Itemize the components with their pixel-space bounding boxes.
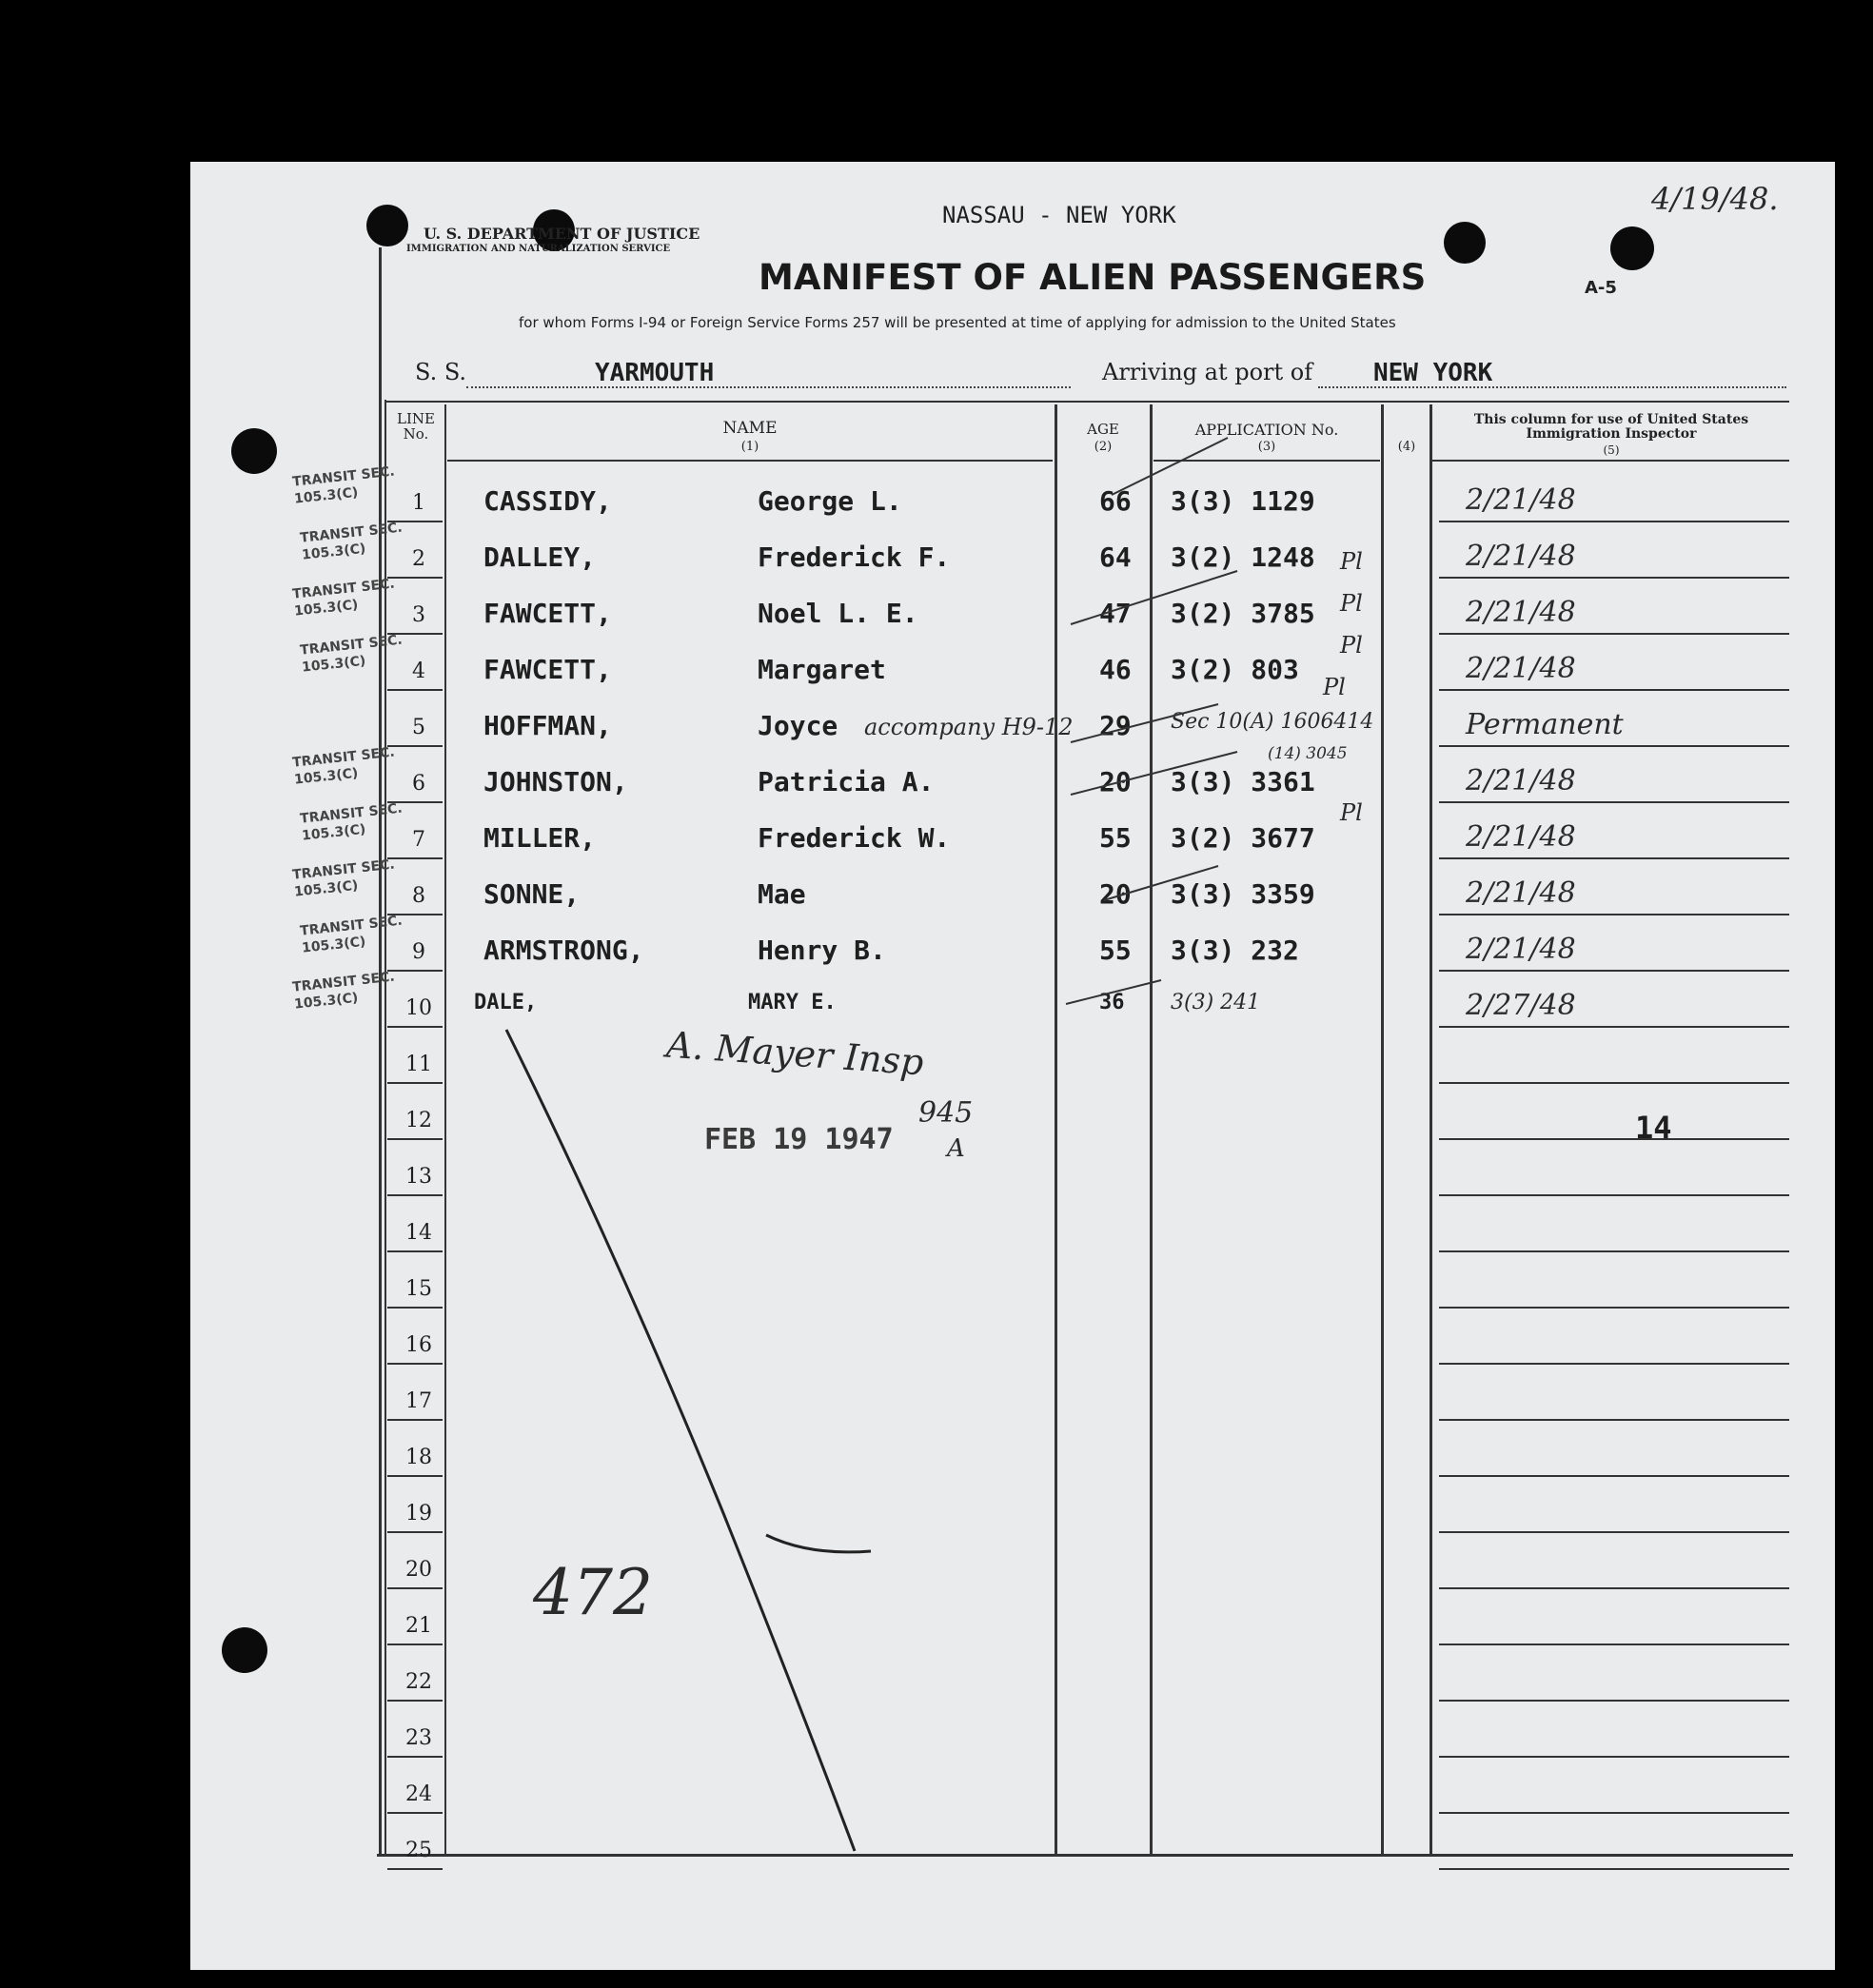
- row-rule: [387, 1700, 443, 1702]
- line-number: 4: [412, 659, 425, 683]
- row-rule: [387, 1250, 443, 1252]
- passenger-surname: CASSIDY,: [483, 485, 612, 517]
- transit-stamp: TRANSIT SEC. 105.3(C): [291, 969, 396, 1013]
- passenger-given-name: Margaret: [758, 654, 886, 685]
- punch-hole: [1444, 222, 1486, 264]
- row-rule: [1439, 1644, 1789, 1645]
- line-number: 14: [405, 1221, 432, 1245]
- passenger-surname: ARMSTRONG,: [483, 935, 644, 966]
- inspector-signature: A. Mayer Insp: [664, 1023, 925, 1084]
- line-number: 12: [405, 1109, 432, 1132]
- row-rule: [387, 689, 443, 691]
- row-rule: [1439, 1475, 1789, 1477]
- row-rule: [1439, 1756, 1789, 1758]
- form-subtitle: for whom Forms I-94 or Foreign Service Forms 257 will be presented at time of applying for admission to the United States: [519, 314, 1396, 331]
- ss-label: S. S.: [415, 359, 467, 385]
- transit-stamp: TRANSIT SEC. 105.3(C): [299, 913, 404, 956]
- stamp-letter: A: [947, 1134, 965, 1163]
- application-number: 3(3) 1129: [1171, 485, 1315, 517]
- line-number: 1: [412, 491, 425, 515]
- row-rule: [1439, 1026, 1789, 1028]
- table-left-border-inner: [384, 400, 386, 1856]
- passenger-surname: FAWCETT,: [483, 654, 612, 685]
- application-number: 3(2) 3677: [1171, 822, 1315, 854]
- inspector-date: 2/21/48: [1466, 933, 1576, 966]
- line-number: 5: [412, 716, 425, 739]
- transit-stamp: TRANSIT SEC. 105.3(C): [299, 520, 404, 563]
- line-number: 13: [405, 1165, 432, 1189]
- row-rule: [1439, 521, 1789, 522]
- row-rule: [387, 1644, 443, 1645]
- passenger-surname: HOFFMAN,: [483, 710, 612, 741]
- application-number: 3(3) 3359: [1171, 878, 1315, 910]
- row-rule: [1439, 745, 1789, 747]
- row-rule: [1439, 1868, 1789, 1870]
- form-title: MANIFEST OF ALIEN PASSENGERS: [759, 257, 1427, 298]
- inspector-date: 2/21/48: [1466, 652, 1576, 685]
- route-heading: NASSAU - NEW YORK: [942, 202, 1176, 228]
- row-rule: [1439, 801, 1789, 803]
- handwritten-number: 472: [533, 1556, 653, 1629]
- manifest-sheet: [190, 162, 1835, 1970]
- table-bottom-border: [377, 1854, 1793, 1857]
- line-number: 19: [405, 1502, 432, 1525]
- passenger-age: 55: [1099, 822, 1132, 854]
- inspector-date: 2/27/48: [1466, 989, 1576, 1022]
- line-col-divider: [444, 404, 446, 1856]
- row-rule: [387, 1138, 443, 1140]
- row-rule: [1439, 914, 1789, 915]
- row-rule: [387, 1812, 443, 1814]
- inspector-col-number: (5): [1603, 443, 1620, 457]
- row-rule: [1439, 857, 1789, 859]
- passenger-surname: DALLEY,: [483, 541, 597, 573]
- passenger-given-name: George L.: [758, 485, 902, 517]
- pl-mark: Pl: [1323, 674, 1346, 700]
- row-rule: [1439, 1419, 1789, 1421]
- ship-name: YARMOUTH: [595, 359, 715, 387]
- receipt-date-stamp: FEB 19 1947: [704, 1123, 894, 1156]
- passenger-given-name: Noel L. E.: [758, 598, 918, 629]
- passenger-given-name: Frederick W.: [758, 822, 951, 854]
- row-rule: [1439, 970, 1789, 972]
- row-rule: [1439, 1250, 1789, 1252]
- transit-stamp: TRANSIT SEC. 105.3(C): [291, 576, 396, 620]
- port-label: Arriving at port of: [1102, 359, 1313, 385]
- row-rule: [1439, 1531, 1789, 1533]
- row-rule: [1439, 689, 1789, 691]
- inspector-date: 2/21/48: [1466, 820, 1576, 854]
- line-number: 15: [405, 1277, 432, 1301]
- punch-hole: [231, 428, 277, 474]
- col4-divider: [1429, 404, 1432, 1856]
- passenger-age: 29: [1099, 710, 1132, 741]
- punch-hole: [1610, 226, 1654, 270]
- name-col-number: (1): [740, 440, 759, 454]
- line-number: 7: [412, 828, 425, 852]
- dash-stroke: [766, 1535, 871, 1552]
- pl-mark: Pl: [1340, 590, 1363, 617]
- application-number: 3(2) 803: [1171, 654, 1299, 685]
- passenger-given-name: Patricia A.: [758, 766, 935, 797]
- row-rule: [1439, 633, 1789, 635]
- transit-stamp: TRANSIT SEC. 105.3(C): [291, 856, 396, 900]
- hoffman-app-extra: (14) 3045: [1268, 744, 1348, 763]
- row-rule: [387, 1026, 443, 1028]
- row-rule: [1439, 1138, 1789, 1140]
- row-rule: [387, 1756, 443, 1758]
- row-rule: [1439, 1082, 1789, 1084]
- passenger-given-name: Frederick F.: [758, 541, 951, 573]
- passenger-age: 64: [1099, 541, 1132, 573]
- stamp-number: 945: [918, 1096, 974, 1130]
- transit-stamp: TRANSIT SEC. 105.3(C): [291, 463, 396, 507]
- line-number: 17: [405, 1389, 432, 1413]
- passenger-surname: DALE,: [474, 991, 538, 1014]
- application-heading: APPLICATION No.: [1194, 421, 1339, 439]
- passenger-surname: SONNE,: [483, 878, 581, 910]
- port-underline: [1318, 386, 1786, 389]
- application-number: 3(3) 241: [1171, 991, 1261, 1014]
- row-rule: [1439, 1587, 1789, 1589]
- inspector-date: Permanent: [1466, 708, 1624, 741]
- application-col-number: (3): [1257, 440, 1276, 454]
- line-number: 11: [405, 1053, 432, 1076]
- row-rule: [387, 1475, 443, 1477]
- passenger-given-name: Joyce: [758, 710, 838, 741]
- port-name: NEW YORK: [1373, 359, 1493, 387]
- passenger-surname: JOHNSTON,: [483, 766, 628, 797]
- passenger-age: 36: [1099, 991, 1125, 1014]
- passenger-age: 66: [1099, 485, 1132, 517]
- row-rule: [1439, 1363, 1789, 1365]
- ship-underline: [466, 386, 1071, 389]
- passenger-age: 20: [1099, 766, 1132, 797]
- inspector-date: 2/21/48: [1466, 483, 1576, 517]
- application-number: 3(2) 1248: [1171, 541, 1315, 573]
- application-number: 3(3) 3361: [1171, 766, 1315, 797]
- inspector-heading: This column for use of United States Immigration Inspector: [1473, 412, 1749, 442]
- age-heading: AGE: [1087, 421, 1119, 438]
- transit-stamp: TRANSIT SEC. 105.3(C): [299, 632, 404, 676]
- line-number: 25: [405, 1839, 432, 1862]
- passenger-given-name: MARY E.: [748, 991, 837, 1014]
- age-col-number: (2): [1094, 440, 1113, 454]
- application-number: 3(3) 232: [1171, 935, 1299, 966]
- age-col-divider: [1150, 404, 1153, 1856]
- passenger-given-name: Henry B.: [758, 935, 886, 966]
- punch-hole: [222, 1627, 267, 1673]
- line-number: 2: [412, 547, 425, 571]
- inspector-date: 2/21/48: [1466, 876, 1576, 910]
- col4-number: (4): [1397, 440, 1416, 454]
- row-rule: [1439, 1700, 1789, 1702]
- line-number: 6: [412, 772, 425, 796]
- page-number: 14: [1635, 1110, 1672, 1146]
- passenger-age: 46: [1099, 654, 1132, 685]
- row-rule: [387, 1419, 443, 1421]
- row-rule: [387, 1194, 443, 1196]
- passenger-age: 47: [1099, 598, 1132, 629]
- passenger-age: 20: [1099, 878, 1132, 910]
- corner-date: 4/19/48.: [1651, 181, 1779, 217]
- pl-mark: Pl: [1340, 799, 1363, 826]
- application-number: Sec 10(A) 1606414: [1171, 710, 1374, 734]
- row-rule: [387, 1587, 443, 1589]
- passenger-surname: MILLER,: [483, 822, 597, 854]
- department-subname: IMMIGRATION AND NATURALIZATION SERVICE: [406, 244, 671, 254]
- app-col-divider: [1381, 404, 1384, 1856]
- inspector-date: 2/21/48: [1466, 764, 1576, 797]
- inspector-date: 2/21/48: [1466, 540, 1576, 573]
- row-rule: [387, 1307, 443, 1309]
- punch-hole: [366, 205, 408, 246]
- pl-mark: Pl: [1340, 632, 1363, 659]
- header-bottom-line: [447, 460, 1053, 462]
- line-number: 24: [405, 1782, 432, 1806]
- line-number: 8: [412, 884, 425, 908]
- line-number: 21: [405, 1614, 432, 1638]
- row-rule: [387, 1531, 443, 1533]
- line-no-heading: LINE No.: [397, 410, 435, 443]
- row-rule: [387, 1363, 443, 1365]
- passenger-age: 55: [1099, 935, 1132, 966]
- form-code: A-5: [1585, 278, 1617, 298]
- pl-mark: Pl: [1340, 548, 1363, 575]
- line-number: 23: [405, 1726, 432, 1750]
- row-rule: [1439, 1812, 1789, 1814]
- table-top-border: [384, 401, 1789, 403]
- passenger-surname: FAWCETT,: [483, 598, 612, 629]
- name-col-divider: [1055, 404, 1057, 1856]
- transit-stamp: TRANSIT SEC. 105.3(C): [299, 800, 404, 844]
- row-rule: [387, 1868, 443, 1870]
- line-number: 9: [412, 940, 425, 964]
- transit-stamp: TRANSIT SEC. 105.3(C): [291, 744, 396, 788]
- line-number: 3: [412, 603, 425, 627]
- line-number: 22: [405, 1670, 432, 1694]
- header-bottom-line: [1153, 460, 1380, 462]
- row-rule: [1439, 1194, 1789, 1196]
- hoffman-note: accompany H9-12: [864, 714, 1074, 740]
- row-rule: [1439, 577, 1789, 579]
- name-heading: NAME: [722, 419, 778, 438]
- header-bottom-line: [1432, 460, 1789, 462]
- line-number: 18: [405, 1446, 432, 1469]
- department-name: U. S. DEPARTMENT OF JUSTICE: [424, 225, 700, 243]
- line-number: 16: [405, 1333, 432, 1357]
- passenger-given-name: Mae: [758, 878, 806, 910]
- line-number: 20: [405, 1558, 432, 1582]
- row-rule: [387, 1082, 443, 1084]
- line-number: 10: [405, 996, 432, 1020]
- row-rule: [1439, 1307, 1789, 1309]
- inspector-date: 2/21/48: [1466, 596, 1576, 629]
- application-number: 3(2) 3785: [1171, 598, 1315, 629]
